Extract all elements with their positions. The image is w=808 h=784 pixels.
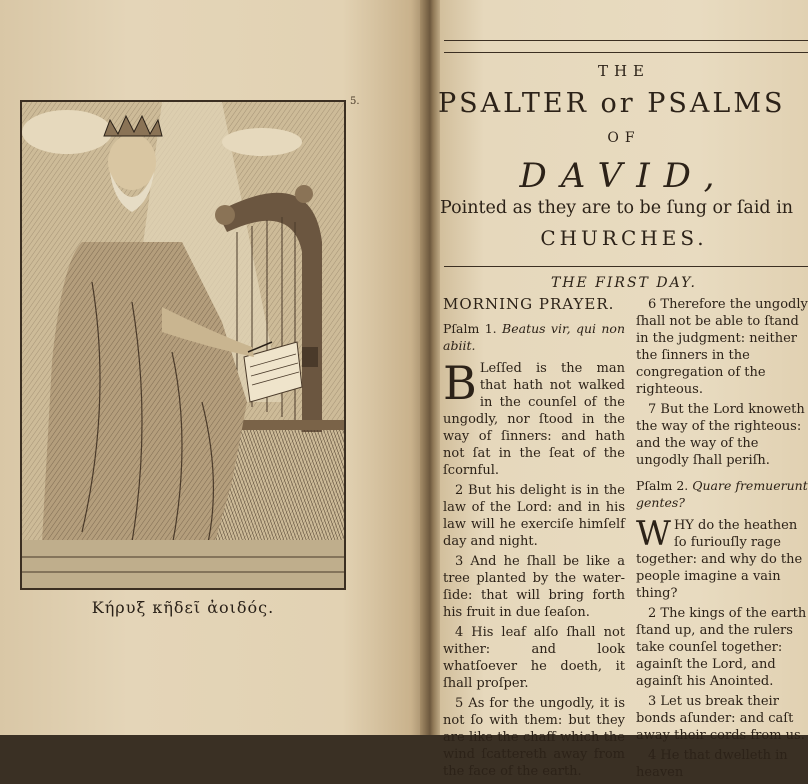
text-column-left bbox=[443, 296, 625, 783]
psalm-2-verse-3: 3 Let us break their bonds aſunder: and caſt away their cords from us. bbox=[636, 694, 805, 743]
psalm-1-heading: Pſalm 1. Beatus vir, qui non abiit. bbox=[443, 321, 625, 353]
section-rule bbox=[444, 266, 808, 267]
text-column-right bbox=[636, 296, 808, 784]
top-rule bbox=[444, 40, 808, 41]
psalm-1-verse-4: 4 His leaf alſo ſhall not wither: and look whatſoever he doeth, it ſhall proſper. bbox=[443, 625, 625, 691]
drop-cap-w: W bbox=[636, 514, 671, 554]
title-the: THE bbox=[597, 62, 651, 80]
drop-cap-b: B bbox=[443, 356, 477, 410]
psalm-1-verse-6: 6 Therefore the ungodly ſhall not be able to ſtand in the judgment: neither the ſinners in the congregation of the righteous. bbox=[636, 297, 808, 397]
psalm-2-verse-2: 2 The kings of the earth ſtand up, and the rulers take counſel together: againſt the Lord, and againſt his Anointed. bbox=[636, 606, 807, 689]
title-david: DAVID, bbox=[519, 156, 729, 196]
top-rule-inner bbox=[444, 52, 808, 53]
psalm-2-heading: Pſalm 2. Quare fremuerunt gentes? bbox=[636, 478, 808, 510]
psalm-2-verse-4: 4 He that dwelleth in heaven bbox=[636, 748, 788, 780]
engraving-caption: Κήρυξ κῆδεῖ ἀοιδός. bbox=[91, 598, 275, 617]
first-day-heading: THE FIRST DAY. bbox=[550, 275, 698, 291]
psalm-1-verse-1: B Leſſed is the man that hath not walked in the counſel of the ungodly, nor ſtood in the way of ſinners: and hath not ſat in the ſeat of the ſcornful. bbox=[443, 356, 625, 478]
psalm-1-verse-7: 7 But the Lord knoweth the way of the righteous: and the way of the ungodly ſhall periſh. bbox=[636, 402, 805, 468]
frontispiece-engraving-king-david bbox=[20, 100, 346, 590]
psalm-2-verse-1: WHY do the heathen ſo furiouſly rage together: and why do the people imagine a vain thing? bbox=[636, 514, 803, 601]
title-of: OF bbox=[607, 130, 641, 146]
psalm-1-verse-2: 2 But his delight is in the law of the Lord: and in his law will he exerciſe himſelf day and night. bbox=[443, 483, 625, 549]
title-subtitle: Pointed as they are to be ſung or ſaid in bbox=[440, 198, 794, 218]
psalm-1-verse-3: 3 And he ſhall be like a tree planted by the water-ſide: that will bring forth his fruit in due ſeaſon. bbox=[443, 554, 625, 620]
plate-number: 5. bbox=[350, 96, 360, 107]
title-churches: CHURCHES. bbox=[540, 226, 708, 250]
title-psalter: PSALTER or PSALMS bbox=[438, 88, 786, 119]
morning-prayer-heading: MORNING PRAYER. bbox=[443, 295, 615, 313]
psalm-1-verse-5: 5 As for the ungodly, it is not ſo with them: but they are like the chaff which the wind ſcattereth away from the face of the earth. bbox=[443, 696, 625, 779]
